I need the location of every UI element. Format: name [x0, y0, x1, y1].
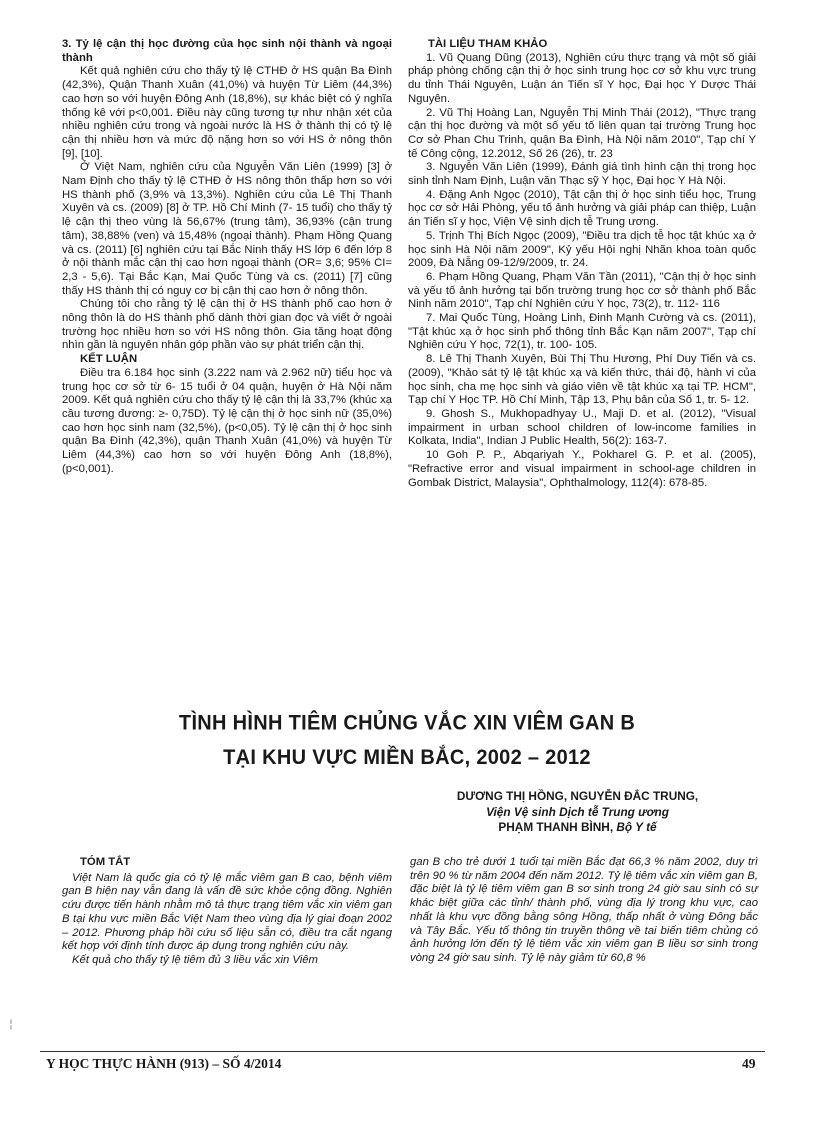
paragraph: Kết quả nghiên cứu cho thấy tỷ lệ CTHĐ ở HS quận Ba Đình (42,3%), Quận Thanh Xuân (41,0%) và huyện Từ Liêm (44,3%) cao hơn so với huyện Đông Anh (18,8%), sự khác biệt có ý nghĩa thống kê với p<0,001. Điều này cũng tương tự như nhận xét của nhiều nghiên cứu trong và ngoài nước là HS ở thành thị có tỷ lệ cận thị nhiều hơn và mức độ nặng hơn so với HS ở nông thôn [9], [10]. [62, 65, 392, 160]
reference-item: 9. Ghosh S., Mukhopadhyay U., Maji D. et al. (2012), "Visual impairment in urban school children of low-income families in Kolkata, India", Indian J Public Health, 56(2): 163-7. [408, 407, 756, 448]
abstract-paragraph: Việt Nam là quốc gia có tỷ lệ mắc viêm gan B cao, bệnh viêm gan B hiện nay vẫn đang là vấn đề sức khỏe cộng đồng. Nghiên cứu được tiến hành nhằm mô tả thực trạng tiêm vắc xin viêm gan B tại khu vực miền Bắc Việt Nam theo vùng địa lý giai đoạn 2002 – 2012. Phương pháp hồi cứu số liệu sẵn có, điều tra cắt ngang kết hợp với định tính được áp dụng trong nghiên cứu này. [62, 871, 392, 953]
authors-line-1: DƯƠNG THỊ HỒNG, NGUYỄN ĐẮC TRUNG, [456, 789, 699, 803]
paragraph: Chúng tôi cho rằng tỷ lệ cận thị ở HS thành phố cao hơn ở nông thôn là do HS thành phố dành thời gian đọc và viết ở ngoài trường học nhiều hơn so với HS nông thôn. Gia tăng hoạt động nhìn gần là nguyên nhân góp phần vào sự phát triển cận thị. [62, 298, 392, 352]
author-block [395, 789, 760, 836]
conclusion-paragraph: Điều tra 6.184 học sinh (3.222 nam và 2.962 nữ) tiểu học và trung học cơ sở từ 6- 15 tuổi ở 04 quận, huyện ở Hà Nội năm 2009. Kết quả nghiên cứu cho thấy tỷ lệ cận thị là 33,7% (khúc xạ cầu tương đương: ≥- 0,75D). Tỷ lệ cận thị ở học sinh nữ (35,0%) cao hơn học sinh nam (32,5%), (p<0,05). Tỷ lệ cận thị ở học sinh quận Ba Đình (42,3%), quận Thanh Xuân (41,0%) và huyện Từ Liêm (44,3%) cao hơn so với huyện Đông Anh (18,8%), (p<0,001). [62, 366, 392, 475]
abstract-right [410, 856, 758, 966]
reference-item: 5. Trịnh Thị Bích Ngọc (2009), "Điều tra dịch tễ học tật khúc xạ ở học sinh Hà Nội năm 2009", Kỷ yếu Hội nghị Nhãn khoa toàn quốc 2009, Đà Nẵng 09-12/9/2009, tr. 24. [408, 229, 756, 270]
article-title [0, 706, 814, 775]
margin-mark: ╎ [8, 1020, 15, 1031]
reference-item: 6. Phạm Hồng Quang, Phạm Văn Tần (2011), "Cận thị ở học sinh và yếu tố ảnh hưởng tại bốn trường trung học cơ sở thành phố Bắc Ninh năm 2010", Tạp chí Nghiên cứu Y học, 73(2), tr. 112- 116 [408, 270, 756, 311]
authors-line-2: PHẠM THANH BÌNH, [498, 820, 614, 834]
abstract-paragraph: gan B cho trẻ dưới 1 tuổi tại miền Bắc đạt 66,3 % năm 2002, duy trì trên 90 % từ năm 2004 đến năm 2012. Tỷ lệ tiêm vắc xin viêm gan B, đặc biệt là tỷ lệ tiêm viêm gan B sơ sinh trong 24 giờ sau sinh có sự khác biệt giữa các tỉnh/ thành phố, vùng địa lý trong khu vực, cao nhất là khu vực đồng bằng sông Hồng, thấp nhất ở vùng Đông bắc và Tây Bắc. Yếu tố thông tin truyền thông về tai biến tiêm chủng có ảnh hưởng lớn đến tỷ lệ tiêm vắc xin viêm gan B liều sơ sinh trong vòng 24 giờ sau sinh. Tỷ lệ này giảm từ 60,8 % [410, 856, 758, 964]
abstract-heading: TÓM TẮT [80, 856, 131, 868]
journal-footer: Y HỌC THỰC HÀNH (913) – SỐ 4/2014 [46, 1056, 282, 1071]
references-heading: TÀI LIỆU THAM KHẢO [428, 38, 548, 50]
references-column [408, 38, 756, 490]
article-title-line-1: TÌNH HÌNH TIÊM CHỦNG VẮC XIN VIÊM GAN B [178, 711, 636, 735]
section-heading: 3. Tỷ lệ cận thị học đường của học sinh nội thành và ngoại thành [62, 38, 392, 64]
reference-item: 3. Nguyễn Văn Liên (1999), Đánh giá tình hình cận thị trong học sinh tỉnh Nam Định, Luận văn Thạc sỹ Y học, Đại học Y Hà Nội. [408, 161, 756, 188]
conclusion-heading: KẾT LUẬN [80, 353, 138, 366]
article-title-line-2: TẠI KHU VỰC MIỀN BẮC, 2002 – 2012 [223, 746, 591, 770]
abstract-paragraph: Kết quả cho thấy tỷ lệ tiêm đủ 3 liều vắc xin Viêm [72, 953, 318, 966]
reference-item: 10 Goh P. P., Abqariyah Y., Pokharel G. P. et al. (2005), "Refractive error and visual impairment in school-age children in Gombak District, Malaysia", Ophthalmology, 112(4): 678-85. [408, 449, 756, 489]
affiliation-line-1: Viện Vệ sinh Dịch tễ Trung ương [486, 804, 669, 819]
reference-item: 2. Vũ Thị Hoàng Lan, Nguyễn Thị Minh Thái (2012), "Thực trạng cận thị học đường và một số yếu tố liên quan tại trường Trung học Cơ sở Phan Chu Trinh, quận Ba Đình, Hà Nội năm 2010", Tạp chí Y tế Công cộng, 12.2012, Số 26 (26), tr. 23 [408, 106, 756, 160]
reference-item: 8. Lê Thị Thanh Xuyên, Bùi Thị Thu Hương, Phí Duy Tiến và cs. (2009), "Khảo sát tỷ lệ tật khúc xạ và kiến thức, thái độ, hành vi của học sinh, cha mẹ học sinh và giáo viên về tật khúc xạ tại TP. HCM", Tạp chí Y Học TP. Hồ Chí Minh, Tập 13, Phụ bản của Số 1, tr. 5- 12. [408, 353, 756, 407]
affiliation-line-2: Bộ Y tế [616, 820, 657, 834]
left-column [62, 38, 392, 477]
page-number: 49 [742, 1056, 756, 1071]
footer-divider [40, 1051, 765, 1052]
reference-item: 1. Vũ Quang Dũng (2013), Nghiên cứu thực trạng và một số giải pháp phòng chống cận thị ở học sinh trung học cơ sở khu vực trung du tỉnh Thái Nguyên, Luận án Tiến sĩ Y học, Đại học Y Dược Thái Nguyên. [408, 51, 756, 105]
reference-item: 7. Mai Quốc Tùng, Hoàng Linh, Đinh Mạnh Cường và cs. (2011), "Tật khúc xạ ở học sinh phổ thông tỉnh Bắc Kạn năm 2007", Tạp chí Nghiên cứu Y học, 72(1), tr. 100- 105. [408, 312, 756, 352]
paragraph: Ở Việt Nam, nghiên cứu của Nguyễn Văn Liên (1999) [3] ở Nam Định cho thấy tỷ lệ CTHĐ ở HS nông thôn thấp hơn so với HS thành phố (3,9% và 13,3%). Nghiên cứu của Lê Thị Thanh Xuyên và cs. (2009) [8] ở TP. Hồ Chí Minh (7- 15 tuổi) cho thấy tỷ lệ cận thị theo vùng là 56,67% (trung tâm), 36,93% (cận trung tâm), 38,88% (ven) và 15,48% (ngoại thành). Phạm Hồng Quang và cs. (2011) [6] nghiên cứu tại Bắc Ninh thấy HS lớp 6 đến lớp 8 ở nội thành mắc cận thị cao hơn ngoại thành (OR= 3,6; 95% CI= 2,3 - 5,6). Tại Bắc Kạn, Mai Quốc Tùng và cs. (2011) [7] cũng thấy HS thành thị có nguy cơ bị cận thị cao hơn ở nông thôn. [62, 161, 392, 297]
reference-item: 4. Đặng Anh Ngọc (2010), Tật cận thị ở học sinh tiểu học, Trung học cơ sở Hải Phòng, yếu tố ảnh hưởng và giải pháp can thiệp, Luận án Tiến sĩ y học, Viện Vệ sinh dịch tễ Trung ương. [408, 188, 756, 229]
abstract-left [62, 856, 392, 968]
